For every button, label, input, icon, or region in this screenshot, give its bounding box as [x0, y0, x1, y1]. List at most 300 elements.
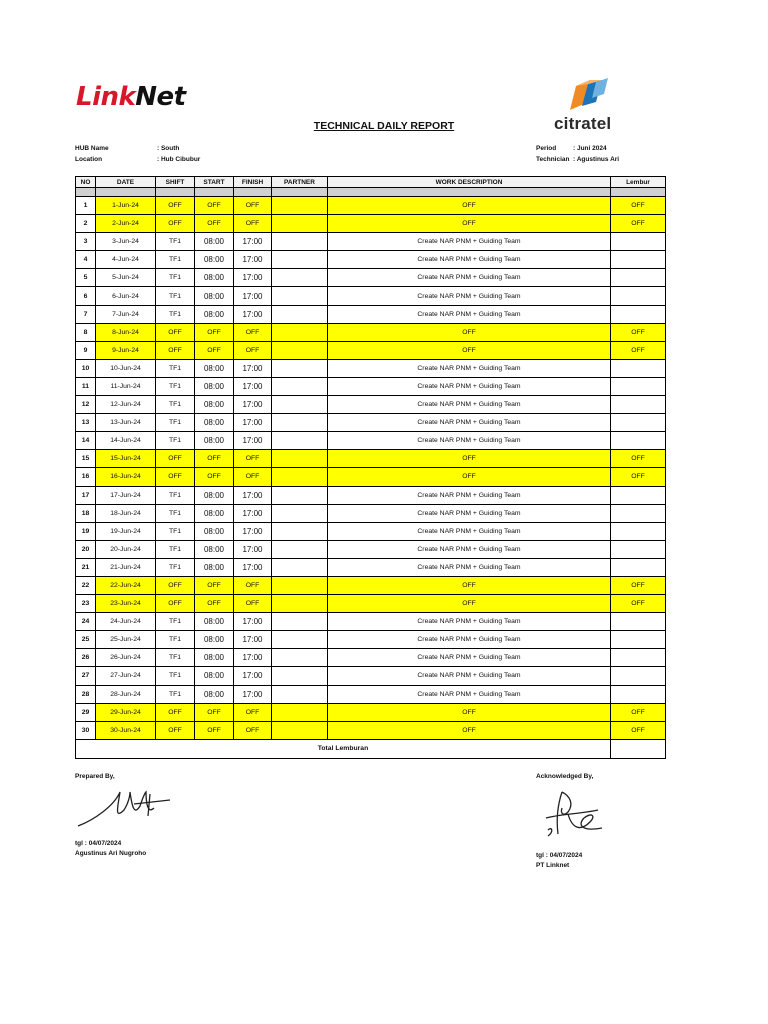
cell-work-description: OFF	[328, 721, 611, 739]
cell-partner	[272, 359, 328, 377]
cell-partner	[272, 595, 328, 613]
cell-shift: TF1	[156, 540, 195, 558]
cell-shift: OFF	[156, 323, 195, 341]
cell-no: 3	[76, 233, 96, 251]
cell-date: 30-Jun-24	[96, 721, 156, 739]
cell-finish: 17:00	[234, 522, 272, 540]
cell-partner	[272, 323, 328, 341]
cell-lembur	[611, 558, 666, 576]
cell-work-description: Create NAR PNM + Guiding Team	[328, 522, 611, 540]
cell-shift: OFF	[156, 721, 195, 739]
cell-start: OFF	[195, 450, 234, 468]
prepared-name: Agustinus Ari Nugroho	[75, 850, 147, 857]
cell-partner	[272, 396, 328, 414]
cell-finish: OFF	[234, 215, 272, 233]
cell-date: 16-Jun-24	[96, 468, 156, 486]
cell-work-description: Create NAR PNM + Guiding Team	[328, 414, 611, 432]
cell-lembur	[611, 305, 666, 323]
cell-work-description: Create NAR PNM + Guiding Team	[328, 305, 611, 323]
cell-lembur: OFF	[611, 215, 666, 233]
cell-work-description: Create NAR PNM + Guiding Team	[328, 649, 611, 667]
cell-start: 08:00	[195, 667, 234, 685]
table-row	[76, 631, 666, 649]
cell-work-description: Create NAR PNM + Guiding Team	[328, 540, 611, 558]
cell-partner	[272, 251, 328, 269]
cell-shift: OFF	[156, 595, 195, 613]
cell-no: 15	[76, 450, 96, 468]
cell-finish: 17:00	[234, 432, 272, 450]
cell-partner	[272, 522, 328, 540]
cell-finish: 17:00	[234, 631, 272, 649]
cell-finish: OFF	[234, 595, 272, 613]
header-partner: PARTNER	[272, 177, 328, 188]
cell-work-description: Create NAR PNM + Guiding Team	[328, 396, 611, 414]
linknet-logo: LinkNet	[76, 82, 186, 112]
cell-finish: 17:00	[234, 486, 272, 504]
cell-finish: 17:00	[234, 685, 272, 703]
cell-no: 1	[76, 197, 96, 215]
cell-shift: TF1	[156, 558, 195, 576]
table-row	[76, 486, 666, 504]
period-value: : Juni 2024	[573, 145, 607, 152]
cell-start: 08:00	[195, 287, 234, 305]
cell-shift: TF1	[156, 251, 195, 269]
cell-date: 15-Jun-24	[96, 450, 156, 468]
cell-start: OFF	[195, 197, 234, 215]
cell-no: 24	[76, 613, 96, 631]
citratel-wordmark: citratel	[554, 114, 612, 133]
table-row	[76, 341, 666, 359]
cell-lembur	[611, 396, 666, 414]
cell-finish: OFF	[234, 323, 272, 341]
cell-partner	[272, 613, 328, 631]
cell-finish: 17:00	[234, 269, 272, 287]
cell-start: 08:00	[195, 685, 234, 703]
cell-lembur: OFF	[611, 595, 666, 613]
header-start: START	[195, 177, 234, 188]
table-row	[76, 414, 666, 432]
cell-no: 11	[76, 377, 96, 395]
cell-finish: OFF	[234, 576, 272, 594]
cell-partner	[272, 305, 328, 323]
cell-shift: OFF	[156, 341, 195, 359]
cell-shift: TF1	[156, 359, 195, 377]
cell-partner	[272, 576, 328, 594]
cell-lembur: OFF	[611, 721, 666, 739]
cell-start: 08:00	[195, 269, 234, 287]
header-lembur: Lembur	[611, 177, 666, 188]
cell-work-description: OFF	[328, 703, 611, 721]
cell-lembur: OFF	[611, 576, 666, 594]
header-no: NO	[76, 177, 96, 188]
cell-shift: OFF	[156, 468, 195, 486]
table-row	[76, 396, 666, 414]
cell-no: 14	[76, 432, 96, 450]
cell-start: OFF	[195, 703, 234, 721]
hub-value: : South	[157, 145, 180, 152]
cell-partner	[272, 558, 328, 576]
cell-date: 28-Jun-24	[96, 685, 156, 703]
cell-work-description: OFF	[328, 197, 611, 215]
cell-shift: TF1	[156, 287, 195, 305]
cell-partner	[272, 215, 328, 233]
header-spacer-row	[76, 188, 666, 197]
table-row	[76, 595, 666, 613]
cell-lembur	[611, 649, 666, 667]
cell-start: 08:00	[195, 251, 234, 269]
table-row	[76, 522, 666, 540]
cell-date: 27-Jun-24	[96, 667, 156, 685]
cell-partner	[272, 649, 328, 667]
cell-work-description: OFF	[328, 215, 611, 233]
cell-finish: OFF	[234, 197, 272, 215]
cell-date: 2-Jun-24	[96, 215, 156, 233]
cell-shift: TF1	[156, 269, 195, 287]
cell-no: 5	[76, 269, 96, 287]
cell-work-description: Create NAR PNM + Guiding Team	[328, 287, 611, 305]
cell-start: 08:00	[195, 613, 234, 631]
table-row	[76, 251, 666, 269]
cell-finish: 17:00	[234, 414, 272, 432]
cell-partner	[272, 377, 328, 395]
cell-no: 20	[76, 540, 96, 558]
table-row	[76, 703, 666, 721]
cell-shift: TF1	[156, 414, 195, 432]
cell-date: 26-Jun-24	[96, 649, 156, 667]
table-row	[76, 558, 666, 576]
cell-date: 24-Jun-24	[96, 613, 156, 631]
table-row	[76, 721, 666, 739]
cell-start: 08:00	[195, 631, 234, 649]
cell-no: 30	[76, 721, 96, 739]
cell-no: 10	[76, 359, 96, 377]
cell-start: 08:00	[195, 432, 234, 450]
table-row	[76, 305, 666, 323]
cell-shift: OFF	[156, 197, 195, 215]
cell-shift: TF1	[156, 649, 195, 667]
cell-work-description: Create NAR PNM + Guiding Team	[328, 269, 611, 287]
cell-no: 12	[76, 396, 96, 414]
cell-no: 19	[76, 522, 96, 540]
cell-finish: OFF	[234, 341, 272, 359]
cell-lembur	[611, 667, 666, 685]
cell-work-description: Create NAR PNM + Guiding Team	[328, 432, 611, 450]
cell-work-description: Create NAR PNM + Guiding Team	[328, 558, 611, 576]
table-row	[76, 613, 666, 631]
cell-lembur	[611, 432, 666, 450]
cell-work-description: Create NAR PNM + Guiding Team	[328, 233, 611, 251]
cell-date: 1-Jun-24	[96, 197, 156, 215]
cell-lembur	[611, 233, 666, 251]
header-finish: FINISH	[234, 177, 272, 188]
cell-date: 25-Jun-24	[96, 631, 156, 649]
daily-report-table	[75, 176, 666, 759]
cell-lembur	[611, 486, 666, 504]
cell-lembur: OFF	[611, 703, 666, 721]
cell-finish: 17:00	[234, 305, 272, 323]
cell-lembur	[611, 504, 666, 522]
cell-shift: TF1	[156, 631, 195, 649]
cell-shift: OFF	[156, 576, 195, 594]
cell-no: 27	[76, 667, 96, 685]
cell-shift: OFF	[156, 215, 195, 233]
cell-lembur	[611, 377, 666, 395]
cell-work-description: Create NAR PNM + Guiding Team	[328, 631, 611, 649]
prepared-signature	[74, 786, 174, 834]
cell-date: 14-Jun-24	[96, 432, 156, 450]
cell-date: 22-Jun-24	[96, 576, 156, 594]
cell-partner	[272, 540, 328, 558]
table-row	[76, 685, 666, 703]
cell-work-description: Create NAR PNM + Guiding Team	[328, 251, 611, 269]
prepared-date: tgl : 04/07/2024	[75, 840, 122, 847]
cell-date: 18-Jun-24	[96, 504, 156, 522]
cell-work-description: Create NAR PNM + Guiding Team	[328, 613, 611, 631]
table-row	[76, 359, 666, 377]
cell-start: 08:00	[195, 522, 234, 540]
cell-work-description: OFF	[328, 323, 611, 341]
cell-shift: TF1	[156, 396, 195, 414]
cell-date: 17-Jun-24	[96, 486, 156, 504]
cell-work-description: Create NAR PNM + Guiding Team	[328, 504, 611, 522]
acknowledged-name: PT Linknet	[536, 862, 570, 869]
cell-shift: TF1	[156, 305, 195, 323]
cell-start: 08:00	[195, 504, 234, 522]
cell-no: 17	[76, 486, 96, 504]
header-shift: SHIFT	[156, 177, 195, 188]
table-row	[76, 649, 666, 667]
cell-start: OFF	[195, 576, 234, 594]
cell-partner	[272, 703, 328, 721]
cell-no: 28	[76, 685, 96, 703]
cell-lembur: OFF	[611, 197, 666, 215]
cell-date: 10-Jun-24	[96, 359, 156, 377]
table-row	[76, 233, 666, 251]
cell-partner	[272, 450, 328, 468]
cell-finish: 17:00	[234, 667, 272, 685]
cell-partner	[272, 414, 328, 432]
table-row	[76, 323, 666, 341]
cell-shift: OFF	[156, 450, 195, 468]
cell-partner	[272, 432, 328, 450]
cell-start: 08:00	[195, 359, 234, 377]
table-row	[76, 287, 666, 305]
meta-left	[75, 143, 200, 165]
cell-no: 21	[76, 558, 96, 576]
cell-start: 08:00	[195, 649, 234, 667]
cell-lembur	[611, 613, 666, 631]
table-row	[76, 667, 666, 685]
cell-date: 9-Jun-24	[96, 341, 156, 359]
cell-start: 08:00	[195, 486, 234, 504]
cell-partner	[272, 667, 328, 685]
table-row	[76, 377, 666, 395]
cell-start: 08:00	[195, 558, 234, 576]
technician-value: : Agustinus Ari	[573, 156, 620, 163]
cell-start: 08:00	[195, 233, 234, 251]
cell-finish: OFF	[234, 721, 272, 739]
cell-start: 08:00	[195, 305, 234, 323]
acknowledged-date: tgl : 04/07/2024	[536, 852, 583, 859]
cell-finish: 17:00	[234, 251, 272, 269]
cell-work-description: OFF	[328, 468, 611, 486]
cell-lembur	[611, 251, 666, 269]
cell-partner	[272, 341, 328, 359]
cell-date: 4-Jun-24	[96, 251, 156, 269]
report-title: TECHNICAL DAILY REPORT	[313, 120, 455, 132]
cell-date: 5-Jun-24	[96, 269, 156, 287]
cell-start: OFF	[195, 323, 234, 341]
cell-finish: 17:00	[234, 233, 272, 251]
total-row	[76, 739, 666, 758]
cell-date: 12-Jun-24	[96, 396, 156, 414]
cell-start: 08:00	[195, 377, 234, 395]
cell-lembur	[611, 269, 666, 287]
hub-label: HUB Name	[75, 145, 109, 152]
acknowledged-signature	[540, 788, 610, 844]
cell-finish: 17:00	[234, 613, 272, 631]
cell-shift: TF1	[156, 432, 195, 450]
cell-date: 6-Jun-24	[96, 287, 156, 305]
cell-shift: TF1	[156, 486, 195, 504]
cell-work-description: Create NAR PNM + Guiding Team	[328, 685, 611, 703]
table-row	[76, 540, 666, 558]
cell-date: 7-Jun-24	[96, 305, 156, 323]
cell-lembur	[611, 359, 666, 377]
location-label: Location	[75, 156, 103, 163]
cell-partner	[272, 269, 328, 287]
cell-date: 8-Jun-24	[96, 323, 156, 341]
location-value: : Hub Cibubur	[157, 156, 201, 163]
cell-finish: 17:00	[234, 359, 272, 377]
cell-start: 08:00	[195, 540, 234, 558]
cell-no: 26	[76, 649, 96, 667]
meta-right	[536, 143, 619, 165]
cell-no: 9	[76, 341, 96, 359]
cell-work-description: OFF	[328, 595, 611, 613]
cell-work-description: Create NAR PNM + Guiding Team	[328, 377, 611, 395]
total-label: Total Lemburan	[76, 739, 611, 758]
cell-lembur: OFF	[611, 341, 666, 359]
cell-lembur	[611, 414, 666, 432]
cell-start: OFF	[195, 721, 234, 739]
cell-no: 4	[76, 251, 96, 269]
cell-finish: 17:00	[234, 396, 272, 414]
cell-no: 6	[76, 287, 96, 305]
cell-partner	[272, 721, 328, 739]
cell-finish: OFF	[234, 468, 272, 486]
cell-partner	[272, 197, 328, 215]
cell-shift: TF1	[156, 667, 195, 685]
cell-shift: OFF	[156, 703, 195, 721]
cell-work-description: Create NAR PNM + Guiding Team	[328, 667, 611, 685]
cell-date: 21-Jun-24	[96, 558, 156, 576]
cell-finish: 17:00	[234, 377, 272, 395]
cell-lembur	[611, 540, 666, 558]
technician-label: Technician	[536, 156, 570, 163]
cell-finish: 17:00	[234, 649, 272, 667]
cell-finish: OFF	[234, 703, 272, 721]
cell-lembur: OFF	[611, 450, 666, 468]
cell-start: 08:00	[195, 414, 234, 432]
cell-partner	[272, 468, 328, 486]
table-row	[76, 504, 666, 522]
cell-shift: TF1	[156, 504, 195, 522]
cell-finish: 17:00	[234, 504, 272, 522]
cell-date: 11-Jun-24	[96, 377, 156, 395]
cell-finish: 17:00	[234, 540, 272, 558]
cell-date: 20-Jun-24	[96, 540, 156, 558]
cell-partner	[272, 233, 328, 251]
cell-no: 25	[76, 631, 96, 649]
cell-start: OFF	[195, 215, 234, 233]
table-row	[76, 468, 666, 486]
table-row	[76, 450, 666, 468]
prepared-by-label: Prepared By,	[75, 773, 115, 780]
citratel-mark-icon	[562, 76, 610, 114]
cell-date: 19-Jun-24	[96, 522, 156, 540]
cell-date: 13-Jun-24	[96, 414, 156, 432]
cell-partner	[272, 287, 328, 305]
cell-finish: 17:00	[234, 558, 272, 576]
cell-no: 16	[76, 468, 96, 486]
total-value	[611, 739, 666, 758]
cell-lembur	[611, 685, 666, 703]
table-row	[76, 215, 666, 233]
cell-partner	[272, 685, 328, 703]
cell-no: 8	[76, 323, 96, 341]
cell-start: OFF	[195, 341, 234, 359]
cell-start: OFF	[195, 468, 234, 486]
cell-shift: TF1	[156, 522, 195, 540]
header-work-description: WORK DESCRIPTION	[328, 177, 611, 188]
cell-no: 13	[76, 414, 96, 432]
cell-partner	[272, 631, 328, 649]
cell-finish: 17:00	[234, 287, 272, 305]
cell-finish: OFF	[234, 450, 272, 468]
cell-date: 3-Jun-24	[96, 233, 156, 251]
cell-no: 7	[76, 305, 96, 323]
cell-lembur: OFF	[611, 468, 666, 486]
acknowledged-by-label: Acknowledged By,	[536, 773, 594, 780]
cell-work-description: Create NAR PNM + Guiding Team	[328, 486, 611, 504]
table-header-row	[76, 177, 666, 188]
cell-start: 08:00	[195, 396, 234, 414]
cell-work-description: OFF	[328, 341, 611, 359]
cell-work-description: OFF	[328, 450, 611, 468]
table-row	[76, 576, 666, 594]
table-row	[76, 432, 666, 450]
table-row	[76, 197, 666, 215]
cell-date: 23-Jun-24	[96, 595, 156, 613]
table-row	[76, 269, 666, 287]
cell-start: OFF	[195, 595, 234, 613]
period-label: Period	[536, 145, 557, 152]
cell-partner	[272, 504, 328, 522]
header-date: DATE	[96, 177, 156, 188]
cell-shift: TF1	[156, 685, 195, 703]
cell-no: 22	[76, 576, 96, 594]
cell-no: 18	[76, 504, 96, 522]
cell-no: 2	[76, 215, 96, 233]
cell-no: 23	[76, 595, 96, 613]
cell-partner	[272, 486, 328, 504]
cell-date: 29-Jun-24	[96, 703, 156, 721]
cell-lembur	[611, 631, 666, 649]
cell-work-description: Create NAR PNM + Guiding Team	[328, 359, 611, 377]
cell-lembur	[611, 522, 666, 540]
cell-lembur: OFF	[611, 323, 666, 341]
